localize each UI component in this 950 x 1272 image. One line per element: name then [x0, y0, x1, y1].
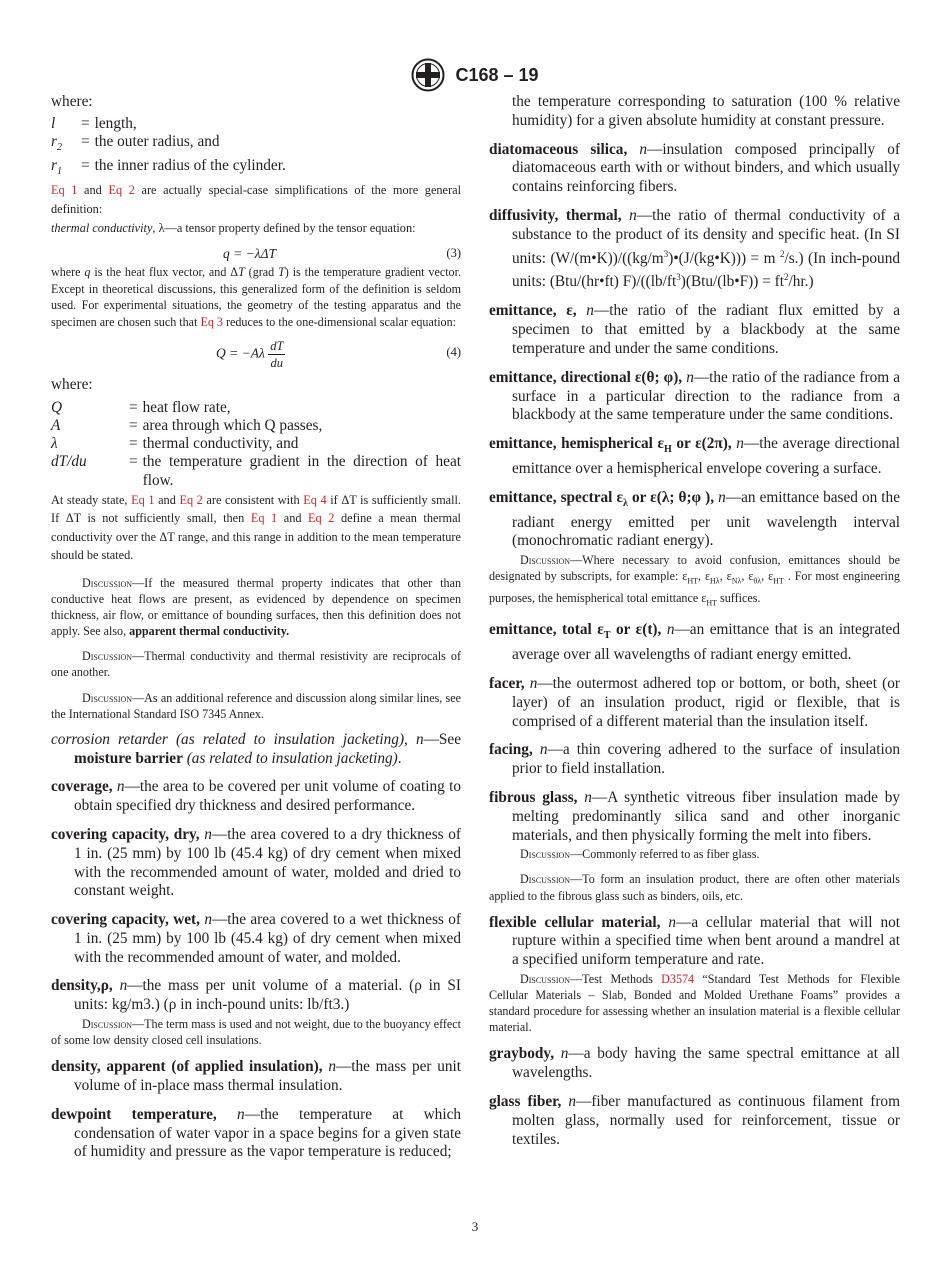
text: if ΔT is sufficiently small. If ΔT is not sufficiently small, then: [51, 492, 462, 526]
text: , λ—a tensor property defined by the tensor equation:: [152, 221, 416, 236]
term-entry: [489, 435, 900, 479]
text: are consistent with: [202, 492, 304, 507]
def-text: area through which Q passes,: [142, 417, 323, 435]
subscript: T: [603, 630, 611, 642]
text: n: [621, 206, 637, 224]
def-row: [51, 453, 461, 489]
text: —Thermal conductivity and thermal resistivity are reciprocals of one another.: [51, 649, 461, 680]
text: “Standard Test Methods for Flexible Cellular Materials – Slab, Bonded and Molded Urethane Foams” provides a standard procedure for assessing whether an insulation material is a flexible cellular material.: [489, 972, 900, 1035]
superscript: 2: [783, 272, 789, 283]
text: /s.) (In inch-pound units: (Btu/(hr•ft) F)/((lb/ft: [512, 249, 901, 291]
def-symbol: λ: [51, 435, 58, 453]
def-equals: =: [129, 435, 138, 453]
text: n: [561, 1092, 577, 1110]
def-symbol: l: [51, 114, 56, 132]
subscript: 2: [56, 141, 62, 153]
term: emittance, spectral ε: [489, 488, 623, 506]
text: , ε: [741, 569, 754, 584]
text: is the heat flux vector, and Δ: [90, 264, 239, 279]
eq4-number: (4): [446, 345, 461, 360]
term: fibrous glass,: [489, 788, 578, 806]
term-entry: [51, 1058, 461, 1096]
term-entry: [489, 489, 900, 551]
symbol-r: r: [51, 132, 57, 150]
definition-list-2: [51, 399, 461, 489]
text: T: [238, 264, 245, 279]
term: coverage,: [51, 778, 113, 796]
text: —the outermost adhered top or bottom, or both, sheet (or layer) of an insulation product, rigid or flexible, that is comprised of a different material than the insulation itself.: [512, 674, 900, 730]
text: n: [322, 1058, 336, 1076]
discussion-label: Discussion: [82, 649, 133, 664]
discussion-label: Discussion: [82, 575, 133, 590]
def-equals: =: [81, 132, 90, 150]
eq4-link[interactable]: Eq 4: [303, 492, 327, 507]
discussion-note: [489, 846, 900, 862]
term-entry: [51, 1106, 461, 1162]
equation-3: [51, 246, 461, 264]
def-row: [51, 115, 286, 133]
text: —the mass per unit volume of a material. (ρ in SI units: kg/m3.) (ρ in inch-pound units: lb/ft3.): [74, 977, 461, 1014]
term: corrosion retarder (as related to insulation jacketing): [51, 730, 405, 748]
subscript: 1: [56, 166, 62, 178]
text: —a body having the same spectral emittance at all wavelengths.: [512, 1045, 900, 1082]
term-entry: [51, 977, 461, 1015]
steady-state-note: [51, 491, 461, 565]
def-text: the inner radius of the cylinder.: [94, 157, 286, 175]
text: —the temperature at which condensation of water vapor in a space begins for a given state of humidity and pressure as the vapor temperature is reduced;: [74, 1105, 462, 1161]
subscript: Hλ: [710, 576, 720, 586]
term-continuation: the temperature corresponding to saturation (100 % relative humidity) for a given absolute humidity at constant pressure.: [512, 93, 900, 129]
term-entry: [51, 826, 461, 901]
discussion-label: Discussion: [520, 553, 571, 568]
standard-code: C168 – 19: [455, 64, 539, 85]
term-entry: [489, 621, 900, 665]
term-entry: [51, 731, 461, 769]
equation-4: [51, 336, 461, 372]
def-equals: =: [129, 453, 138, 471]
def-row: [51, 133, 286, 157]
eq3-lhs: q: [223, 245, 230, 261]
text: —the area covered to a wet thickness of 1 in. (25 mm) by 100 lb (45.4 kg) of dry cement when mixed with the recommended amount of water, and molded.: [74, 911, 461, 966]
eq2-link[interactable]: Eq 2: [108, 183, 135, 198]
def-equals: =: [81, 157, 90, 175]
text: )•(J/(kg•K))) = m: [668, 249, 780, 267]
text: —Test Methods: [570, 972, 662, 986]
eq1-link[interactable]: Eq 1: [131, 492, 155, 507]
definition-list-1: [51, 115, 286, 181]
term-entry: [51, 911, 461, 967]
term: or ε(λ; θ;φ ),: [627, 488, 715, 506]
term: diatomaceous silica,: [489, 140, 628, 158]
discussion-label: Discussion: [520, 872, 571, 887]
text: n: [661, 621, 675, 639]
text: n: [731, 435, 744, 453]
text: n: [112, 977, 128, 995]
discussion-label: Discussion: [82, 690, 133, 705]
def-text: the outer radius, and: [94, 132, 220, 150]
def-symbol: [51, 157, 81, 181]
right-column: [489, 93, 900, 1149]
text: —Where necessary to avoid confusion, emittances should be designated by subscripts, for example: ε: [489, 553, 900, 584]
text: —the mass per unit volume of in-place mass thermal insulation.: [74, 1058, 461, 1095]
d3574-link[interactable]: D3574: [661, 972, 695, 986]
def-equals: =: [129, 399, 138, 417]
term: glass fiber,: [489, 1092, 562, 1110]
term: emittance, ε,: [489, 302, 577, 320]
text: .: [397, 749, 402, 767]
eq2-link[interactable]: Eq 2: [308, 511, 335, 526]
left-column: [51, 93, 461, 1162]
text: (grad: [244, 264, 279, 279]
superscript: 2: [779, 248, 785, 259]
text: T: [278, 264, 285, 279]
fraction-numerator: dT: [270, 339, 284, 354]
term: diffusivity, thermal,: [489, 206, 622, 224]
eq3-note: [51, 264, 461, 330]
bold-term: moisture barrier: [74, 749, 183, 767]
page-header: [0, 58, 950, 92]
term-entry: [489, 302, 900, 358]
term: flexible cellular material,: [489, 913, 661, 931]
text: n: [682, 368, 694, 386]
discussion-note: [489, 871, 900, 903]
subscript: λ: [623, 497, 628, 509]
text: , n: [404, 730, 424, 748]
def-equals: =: [129, 417, 138, 435]
text: —an emittance that is an integrated average over all wavelengths of radiant energy emitted.: [512, 621, 900, 664]
eq1-link[interactable]: Eq 1: [250, 511, 278, 526]
def-symbol: Q: [51, 399, 63, 417]
discussion-note: [51, 575, 461, 639]
text: n: [199, 825, 212, 843]
term: density, apparent (of applied insulation),: [51, 1058, 323, 1076]
superscript: 3: [676, 272, 681, 283]
term-entry: [51, 778, 461, 816]
text: and: [277, 511, 309, 526]
text: n: [199, 911, 212, 929]
text: n: [577, 788, 592, 806]
term-entry: [489, 741, 900, 779]
text: reduces to the one-dimensional scalar equation:: [222, 314, 457, 329]
text: n: [112, 778, 125, 796]
text: —If the measured thermal property indicates that other than conductive heat flows are present, as evidenced by dependence on specimen thickness, air flow, or emittance of bounding surfaces, then this definition does not apply. See also,: [51, 575, 461, 639]
text: —The term mass is used and not weight, due to the buoyancy effect of some low density closed cell insulations.: [51, 1017, 461, 1048]
eq4-fraction: [268, 338, 285, 371]
term: dewpoint temperature,: [51, 1105, 217, 1123]
def-row: [51, 417, 461, 435]
text: —the average directional emittance over a hemispherical envelope covering a surface.: [512, 435, 900, 477]
eq3-rhs: = −λΔT: [229, 245, 276, 261]
def-symbol: A: [51, 417, 61, 435]
term-entry: [489, 1045, 900, 1083]
def-row: [51, 399, 461, 417]
eq4-formula: [216, 338, 285, 371]
def-text: thermal conductivity, and: [142, 435, 299, 453]
term-entry: [489, 789, 900, 845]
text: n: [660, 913, 677, 931]
discussion-note: [489, 552, 900, 611]
eq2-link[interactable]: Eq 2: [179, 492, 203, 507]
text: where: [51, 264, 85, 279]
text: . For most engineering purposes, the hemispherical total emittance ε: [489, 569, 900, 605]
thermal-conductivity-def: [51, 219, 461, 238]
text: , ε: [719, 569, 732, 584]
def-equals: =: [81, 114, 90, 132]
text: —the ratio of the radiant flux emitted by a specimen to that emitted by a blackbody at the same temperature and under the same conditions.: [512, 302, 900, 357]
text: —a thin covering adhered to the surface of insulation prior to field installation.: [512, 741, 900, 778]
eq1-link[interactable]: Eq 1: [51, 183, 78, 198]
discussion-note: [489, 971, 900, 1035]
superscript: 3: [663, 248, 669, 259]
text: , ε: [698, 569, 711, 584]
def-symbol: dT/du: [51, 453, 87, 471]
subscript: Nλ: [731, 576, 742, 586]
text: —the area covered to a dry thickness of 1 in. (25 mm) by 100 lb (45.4 kg) of dry cement when mixed with the recommended amount of water, molded and dried to constant weight.: [74, 825, 461, 900]
text: ) is the temperature gradient vector. Except in theoretical discussions, this generalized form of the definition is seldom used. For experimental situations, the geometry of the testing apparatus and the specimen are chosen such that: [51, 264, 461, 329]
symbol-r: r: [51, 157, 57, 175]
discussion-note: [51, 690, 461, 722]
astm-logo-icon: [411, 58, 445, 92]
term-entry: [489, 141, 900, 197]
text: , ε: [761, 569, 774, 584]
text: n: [714, 488, 726, 506]
text: —See: [423, 730, 462, 748]
where-label: where:: [51, 93, 93, 110]
term-entry: [489, 914, 900, 970]
def-symbol: [51, 133, 81, 157]
text: —a cellular material that will not rupture within a specified time when bent around a mandrel at a specified uniform temperature and rate.: [512, 913, 900, 969]
text: —As an additional reference and discussion along similar lines, see the International Standard ISO 7345 Annex.: [51, 690, 461, 721]
text: suffices.: [717, 590, 761, 605]
term: covering capacity, wet,: [51, 911, 200, 929]
subscript: H: [664, 444, 672, 456]
text: At steady state,: [51, 492, 132, 507]
eq3-formula: [223, 246, 276, 262]
text: n: [576, 302, 594, 320]
eq4-lhs: Q = −Aλ: [216, 345, 265, 361]
def-text: length,: [94, 114, 137, 132]
text: define a mean thermal conductivity over the ΔT range, and this range in addition to the mean temperature should be stated.: [51, 511, 461, 563]
fraction-denominator: du: [270, 356, 284, 371]
def-text: heat flow rate,: [142, 399, 231, 417]
text: —insulation composed principally of diatomaceous earth with or without binders, and which usually contains reinforcing fibers.: [512, 140, 900, 196]
term: density,ρ,: [51, 977, 113, 995]
text: —To form an insulation product, there are often other materials applied to the fibrous glass such as binders, oils, etc.: [489, 872, 900, 903]
discussion-note: [51, 1016, 461, 1048]
text: —an emittance based on the radiant energy emitted per unit wavelength interval (monochromatic radiant energy).: [512, 488, 900, 550]
term: thermal conductivity: [51, 221, 153, 236]
text: q: [84, 264, 91, 279]
discussion-label: Discussion: [520, 972, 571, 986]
text: —the ratio of thermal conductivity of a substance to the product of its density and specific heat. (In SI units: (W/(m•K))/((kg/m: [512, 206, 900, 267]
term-entry: [489, 207, 900, 292]
text: and: [154, 492, 180, 507]
term: graybody,: [489, 1045, 555, 1063]
text: n: [532, 741, 548, 759]
page-number: 3: [471, 1219, 479, 1234]
term-entry: [489, 675, 900, 731]
eq3-number: (3): [446, 245, 461, 260]
term: emittance, directional ε(θ; φ),: [489, 368, 683, 386]
term: emittance, total ε: [489, 621, 604, 639]
text: n: [554, 1045, 569, 1063]
text: )(Btu/(lb•F)) = ft: [680, 273, 784, 291]
equation-note: [51, 181, 461, 218]
discussion-label: Discussion: [520, 847, 571, 862]
def-row: [51, 157, 286, 181]
subscript: θλ: [753, 576, 762, 586]
text: n: [216, 1105, 245, 1123]
text: n: [524, 674, 538, 692]
discussion-label: Discussion: [82, 1017, 133, 1032]
text: —A synthetic vitreous fiber insulation made by melting predominantly silica sand and other inorganic materials, and then physically forming the melt into fibers.: [512, 788, 900, 844]
term: or ε(2π),: [671, 435, 732, 453]
term: facing,: [489, 741, 533, 759]
text: /hr.): [788, 273, 814, 291]
text: (as related to insulation jacketing): [182, 749, 398, 767]
text: n: [627, 140, 648, 158]
term: emittance, hemispherical ε: [489, 435, 664, 453]
bold-term: apparent thermal conductivity.: [129, 624, 290, 639]
discussion-note: [51, 648, 461, 680]
text: —the ratio of the radiance from a surface in a particular direction to the radiance from a blackbody at the same temperature under the same conditions.: [512, 368, 900, 424]
where-label: where:: [51, 376, 93, 394]
text: —Commonly referred to as fiber glass.: [570, 847, 760, 862]
term: facer,: [489, 674, 525, 692]
eq3-link[interactable]: Eq 3: [200, 314, 223, 329]
term-entry: [489, 1093, 900, 1149]
term-entry: [489, 369, 900, 425]
subscript: HT: [706, 598, 717, 608]
subscript: HT: [687, 576, 698, 586]
text: —the area to be covered per unit volume of coating to obtain specified dry thickness and desired performance.: [74, 778, 461, 815]
text: —fiber manufactured as continuous filament from molten glass, normally used for reinforcement, tissue or textiles.: [512, 1092, 900, 1148]
term: covering capacity, dry,: [51, 825, 200, 843]
text: and: [77, 183, 109, 198]
term: or ε(t),: [610, 621, 662, 639]
text: are actually special-case simplifications of the more general definition:: [51, 183, 461, 216]
def-text: the temperature gradient in the direction of heat flow.: [142, 453, 461, 489]
def-row: [51, 435, 461, 453]
subscript: HT: [773, 576, 784, 586]
